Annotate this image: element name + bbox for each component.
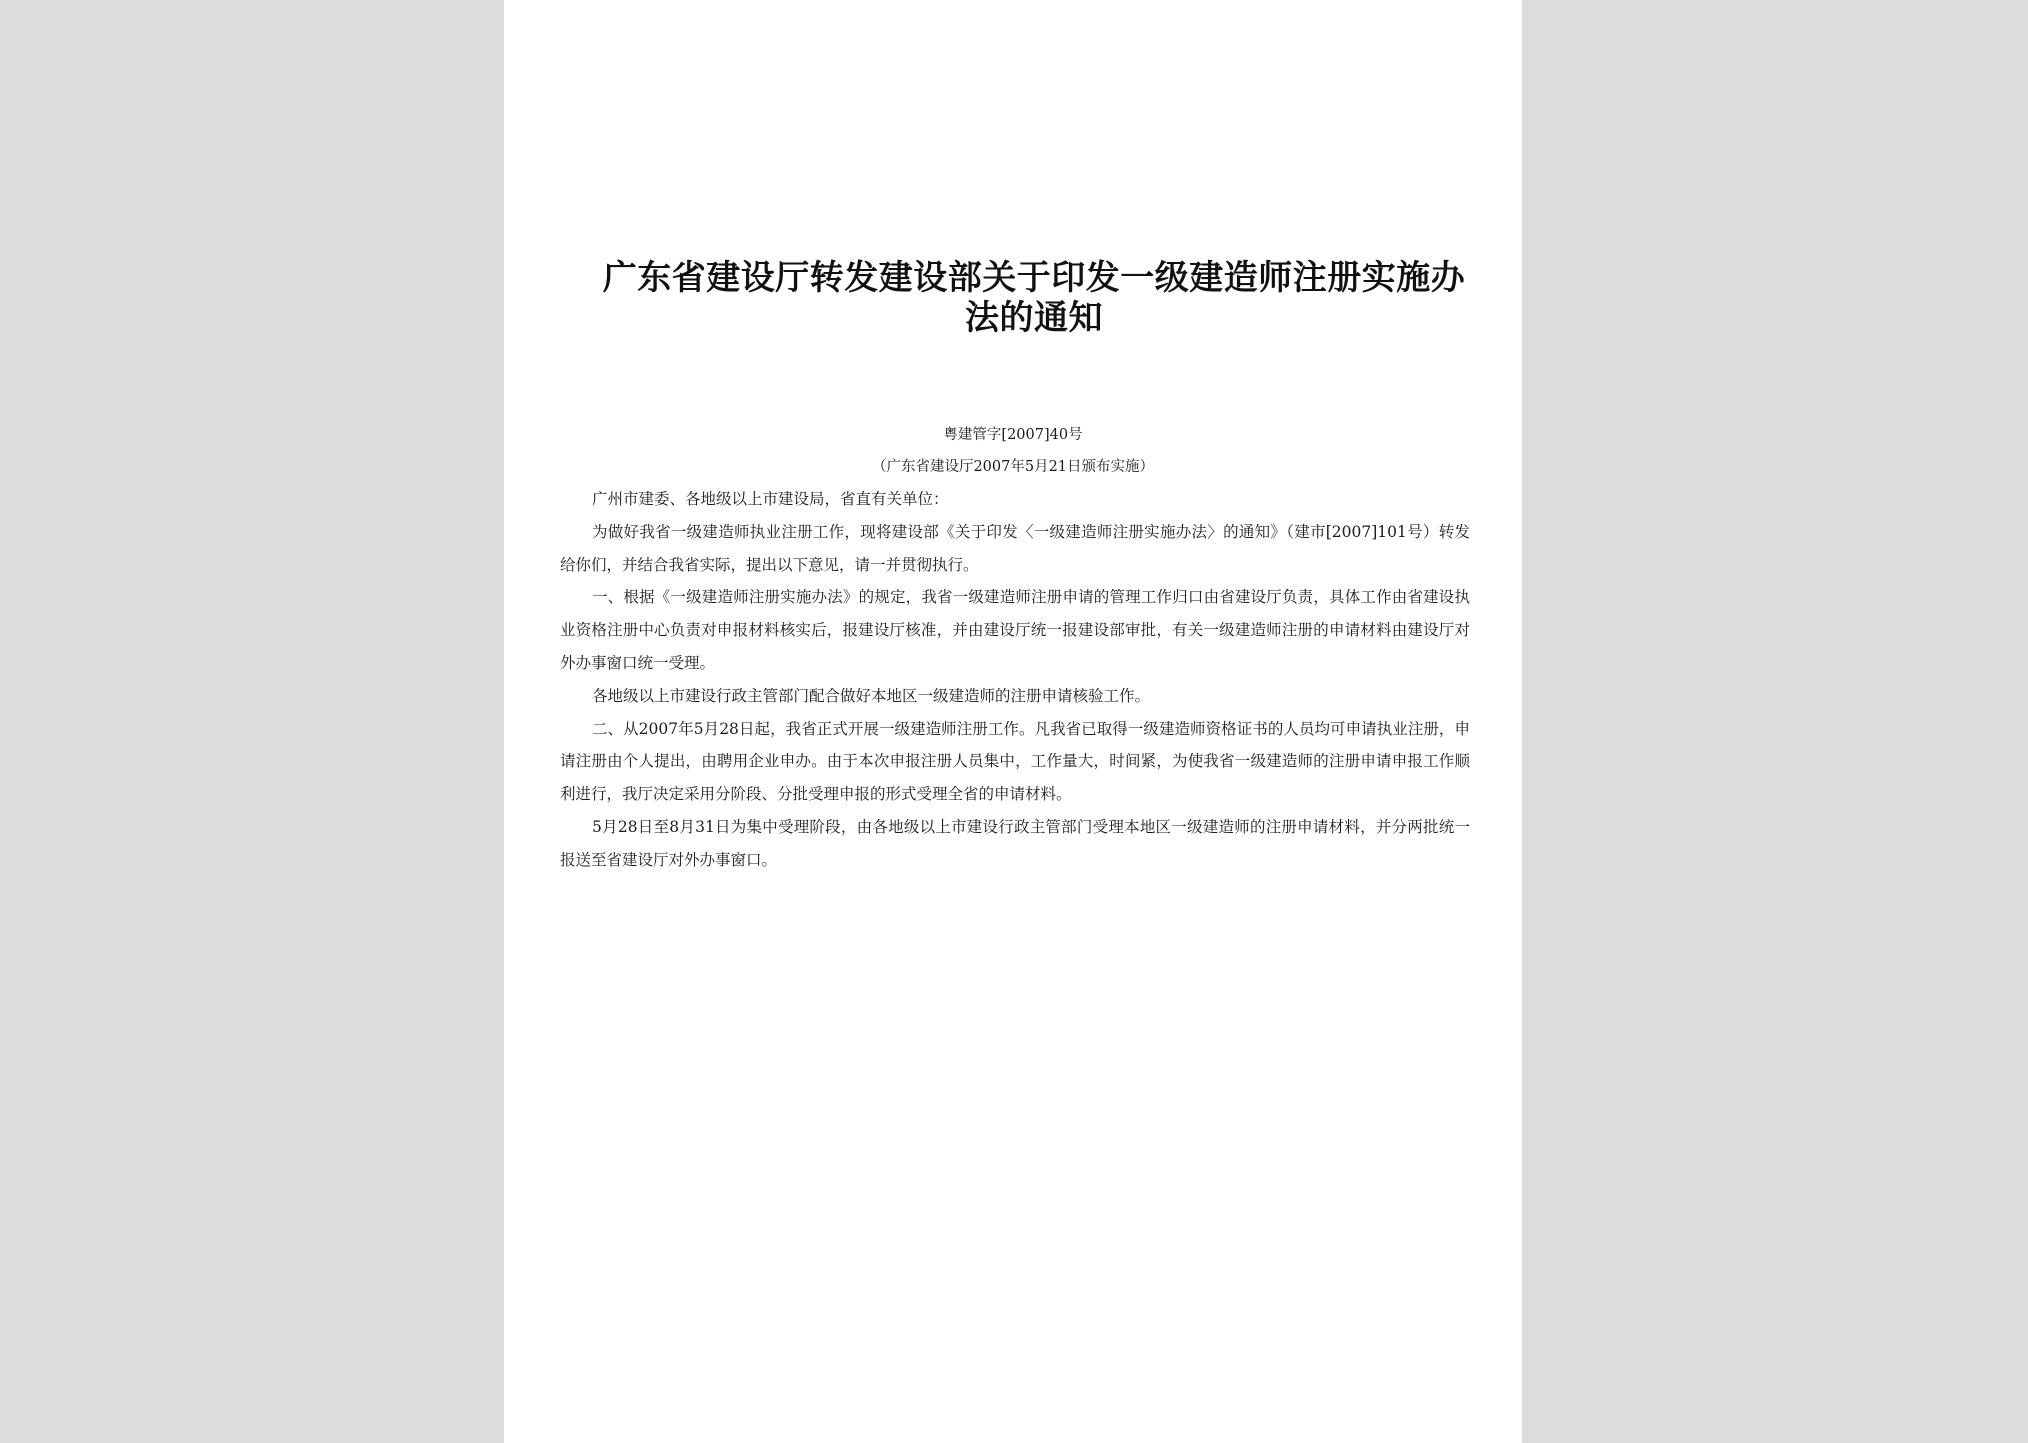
body-paragraph: 二、从2007年5月28日起，我省正式开展一级建造师注册工作。凡我省已取得一级建造师资格证书的人员均可申请执业注册，申请注册由个人提出，由聘用企业申办。由于本次申报注册人员集中，工作量大，时间紧，为使我省一级建造师的注册申请申报工作顺利进行，我厅决定采用分阶段、分批受理申报的形式受理全省的申请材料。	[560, 719, 1470, 804]
body-paragraph: 5月28日至8月31日为集中受理阶段，由各地级以上市建设行政主管部门受理本地区一级建造师的注册申请材料，并分两批统一报送至省建设厅对外办事窗口。	[560, 817, 1470, 869]
body-paragraph: 一、根据《一级建造师注册实施办法》的规定，我省一级建造师注册申请的管理工作归口由省建设厅负责，具体工作由省建设执业资格注册中心负责对申报材料核实后，报建设厅核准，并由建设厅统一报建设部审批，有关一级建造师注册的申请材料由建设厅对外办事窗口统一受理。	[560, 588, 1470, 672]
body-paragraph: 各地级以上市建设行政主管部门配合做好本地区一级建造师的注册申请核验工作。	[592, 686, 1151, 705]
salutation-paragraph: 广州市建委、各地级以上市建设局，省直有关单位：	[592, 490, 949, 508]
document-title: 广东省建设厅转发建设部关于印发一级建造师注册实施办法的通知	[602, 258, 1466, 338]
body-paragraph: 为做好我省一级建造师执业注册工作，现将建设部《关于印发〈一级建造师注册实施办法〉的通知》（建市[2007]101号）转发给你们，并结合我省实际，提出以下意见，请一并贯彻执行。	[560, 522, 1470, 574]
document-number: 粤建管字[2007]40号	[943, 427, 1083, 443]
document-page	[504, 0, 1522, 1443]
promulgation-note: （广东省建设厅2007年5月21日颁布实施）	[871, 459, 1155, 475]
document-body	[560, 483, 1470, 877]
